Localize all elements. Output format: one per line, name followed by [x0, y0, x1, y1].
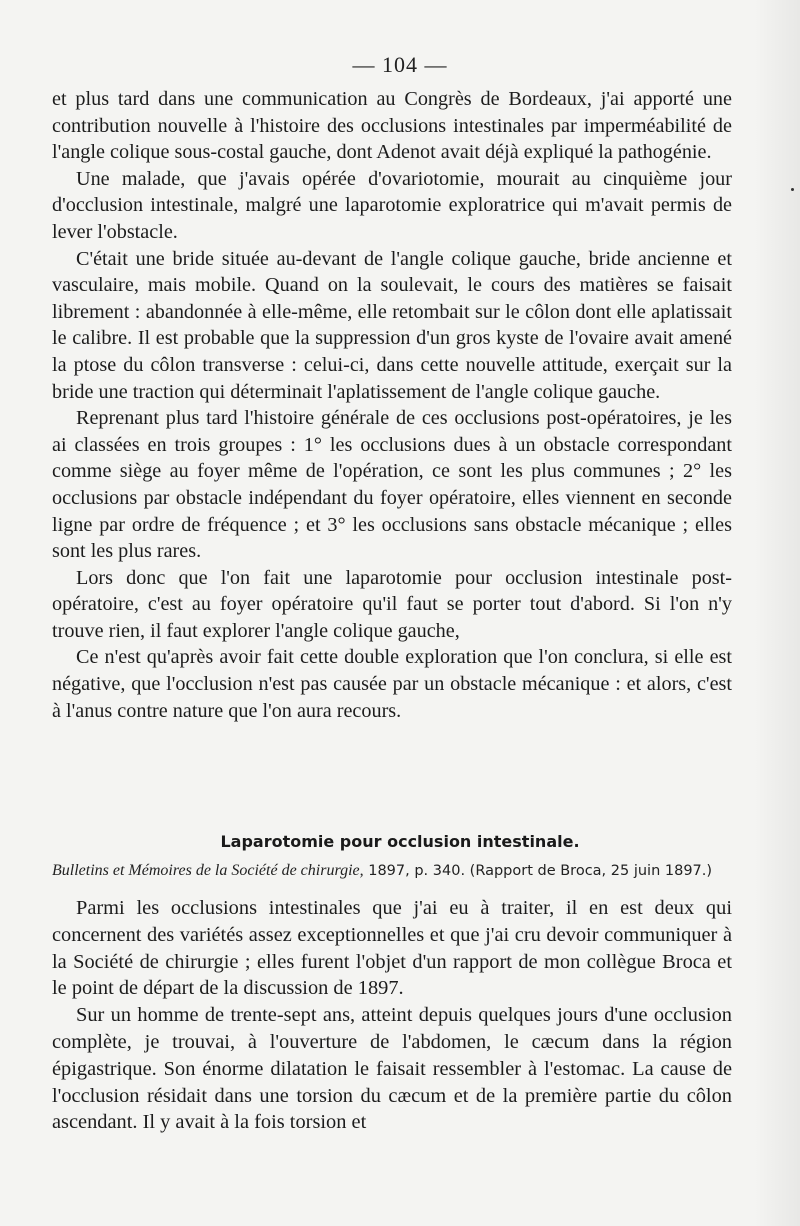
page-number: — 104 —	[352, 52, 448, 77]
paragraph-homme: Sur un homme de trente-sept ans, atteint depuis quelques jours d'une occlusion complète, je trouvai, à l'ouverture de l'abdomen, le cæcum dans la région épigastrique. Son énorme dilatation le faisait ressembler à l'estomac. La cause de l'occlusion résidait dans une torsion du cæcum et de la première partie du côlon ascendant. Il y avait à la fois torsion et	[52, 1004, 732, 1134]
paragraph-bride: C'était une bride située au-devant de l'angle colique gauche, bride ancienne et vasculaire, mais mobile. Quand on la soulevait, le cours des matières se faisait librement : abandonnée à elle-même, elle retombait sur le côlon dont elle aplatissait le calibre. Il est probable que la suppression d'un gros kyste de l'ovaire avait amené la ptose du côlon transverse : celui-ci, dans cette nouvelle attitude, exerçait sur la bride une traction qui déterminait l'aplatissement de l'angle colique gauche.	[52, 247, 732, 403]
body-text-upper	[52, 86, 732, 724]
paragraph-continuation: et plus tard dans une communication au Congrès de Bordeaux, j'ai apporté une contribution nouvelle à l'histoire des occlusions intestinales par imperméabilité de l'angle colique sous-costal gauche, dont Adenot avait déjà expliqué la pathogénie.	[52, 88, 732, 164]
citation-journal: Bulletins et Mémoires de la Société de chirurgie,	[52, 862, 364, 879]
citation-details: 1897, p. 340. (Rapport de Broca, 25 juin 1897.)	[363, 863, 713, 879]
print-speck	[791, 188, 794, 191]
body-text-lower	[52, 895, 732, 1136]
paragraph-malade: Une malade, que j'avais opérée d'ovariotomie, mourait au cinquième jour d'occlusion intestinale, malgré une laparotomie exploratrice qui m'avait permis de lever l'obstacle.	[52, 167, 732, 243]
paragraph-classification: Reprenant plus tard l'histoire générale de ces occlusions post-opératoires, je les ai classées en trois groupes : 1° les occlusions dues à un obstacle correspondant comme siège au foyer même de l'opération, ce sont les plus communes ; 2° les occlusions par obstacle indépendant du foyer opératoire, elles viennent en seconde ligne par ordre de fréquence ; et 3° les occlusions sans obstacle mécanique ; elles sont les plus rares.	[52, 407, 732, 563]
section-title: Laparotomie pour occlusion intestinale.	[220, 832, 580, 851]
paragraph-conclusion: Ce n'est qu'après avoir fait cette double exploration que l'on conclura, si elle est négative, que l'occlusion n'est pas causée par un obstacle mécanique : et alors, c'est à l'anus contre nature que l'on aura recours.	[52, 646, 732, 722]
citation-line	[52, 862, 752, 880]
paragraph-parmi: Parmi les occlusions intestinales que j'ai eu à traiter, il en est deux qui concernent des variétés assez exceptionnelles et que j'ai cru devoir communiquer à la Société de chirurgie ; elles furent l'objet d'un rapport de mon collègue Broca et le point de départ de la discussion de 1897.	[52, 897, 732, 1000]
page-edge-shadow	[754, 0, 800, 1226]
paragraph-laparotomie: Lors donc que l'on fait une laparotomie pour occlusion intestinale post-opératoire, c'est au foyer opératoire qu'il faut se porter tout d'abord. Si l'on n'y trouve rien, il faut explorer l'angle colique gauche,	[52, 566, 732, 642]
